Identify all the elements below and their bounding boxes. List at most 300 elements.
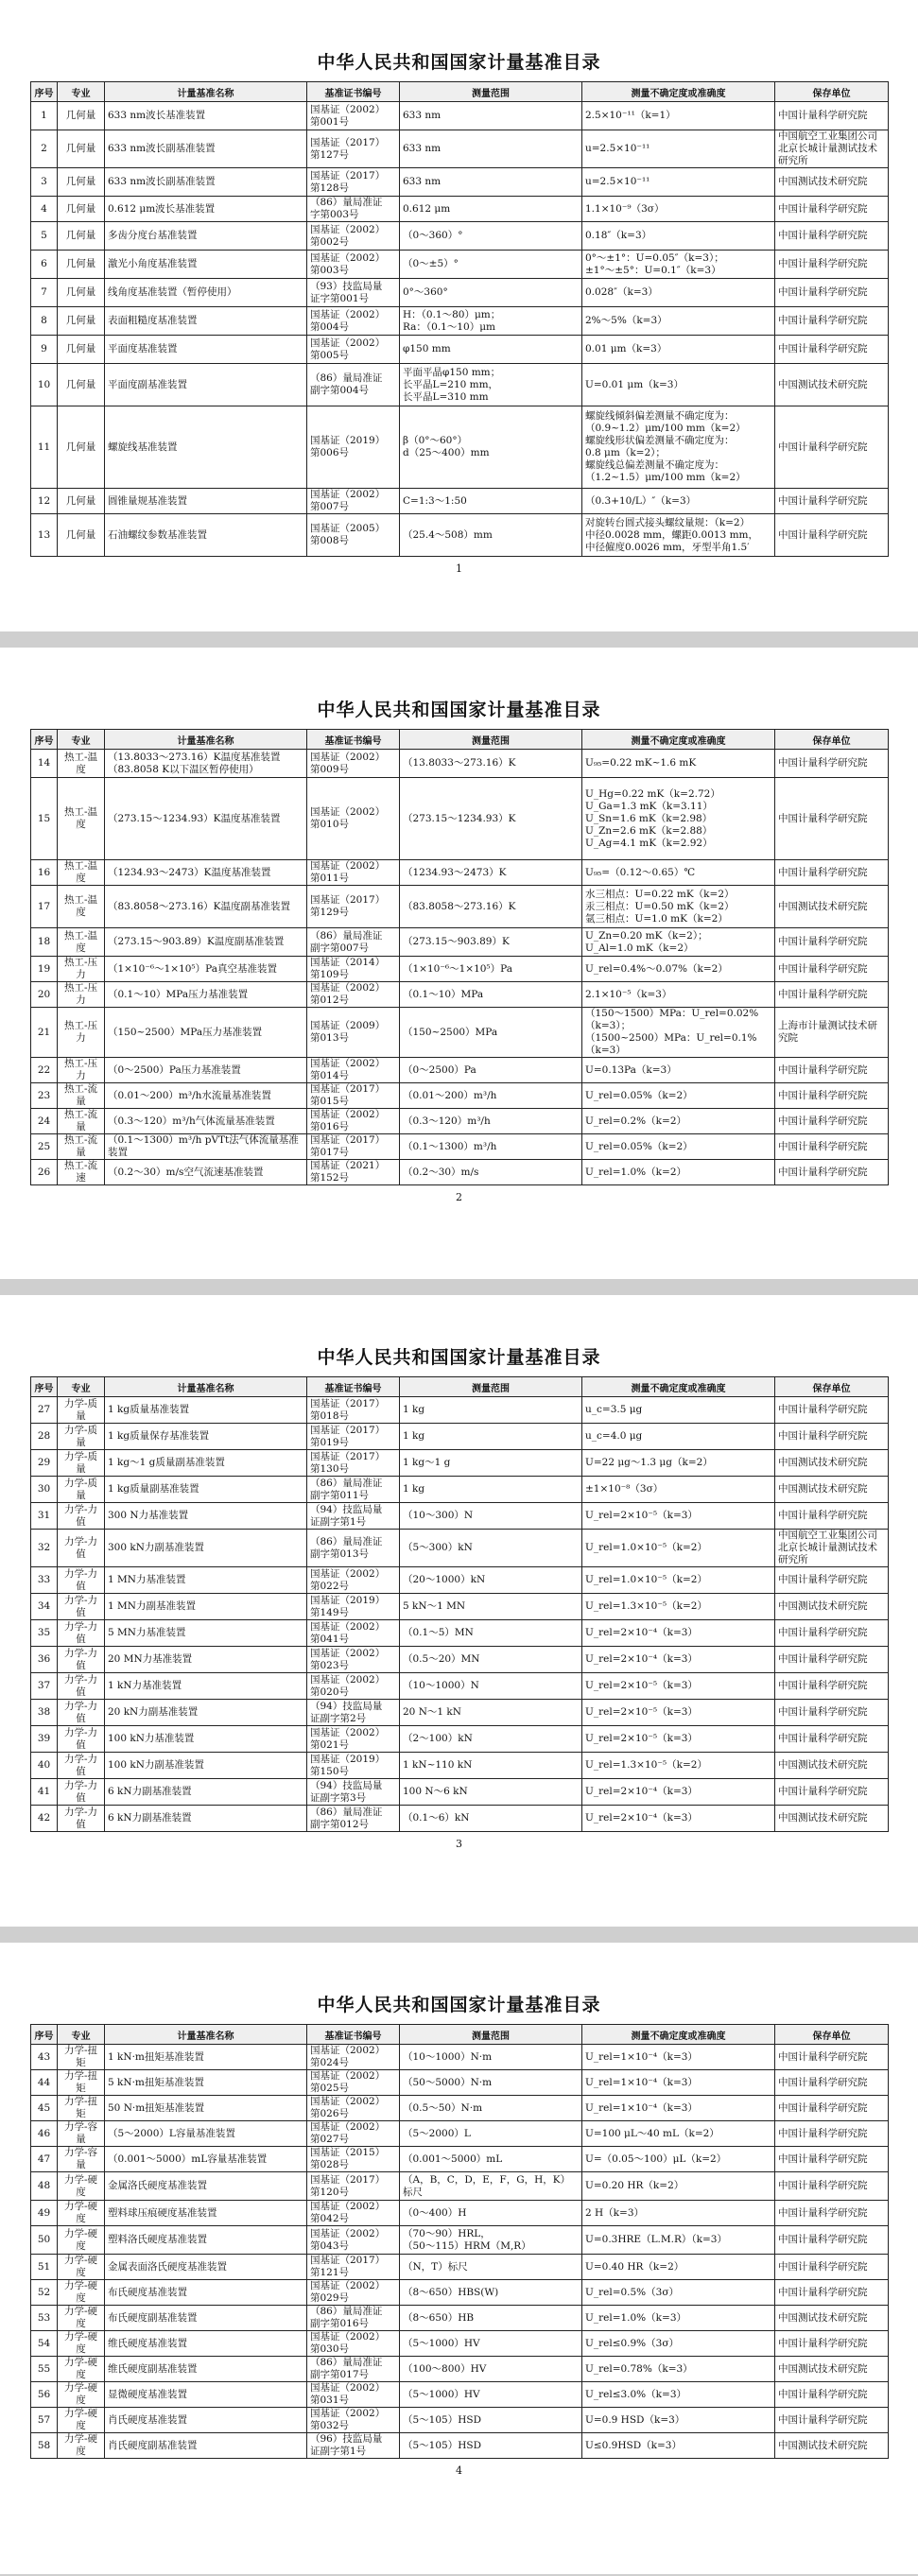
column-header: 序号: [31, 1377, 58, 1397]
cell-no: 53: [31, 2306, 58, 2331]
cell-unit: 中国计量科学研究院: [775, 514, 889, 557]
cell-unc: U_rel=2×10⁻⁴（k=3）: [582, 1806, 775, 1832]
cell-unc: U_rel=1×10⁻⁴（k=3）: [582, 2070, 775, 2096]
cell-name: 1 kN力基准装置: [105, 1673, 307, 1700]
column-header: 计量基准名称: [105, 2025, 307, 2045]
cell-name: （1×10⁻⁶～1×10⁵）Pa真空基准装置: [105, 957, 307, 982]
cell-no: 9: [31, 336, 58, 364]
cell-cert: 国基证（2002） 第004号: [307, 307, 400, 336]
cell-field: 力学-力值: [58, 1530, 105, 1567]
catalog-table: [30, 81, 889, 557]
cell-unc: U_rel=0.05%（k=2）: [582, 1083, 775, 1109]
cell-field: 力学-硬度: [58, 2331, 105, 2357]
cell-name: 塑料球压痕硬度基准装置: [105, 2201, 307, 2226]
cell-range: （N，T）标尺: [400, 2255, 582, 2280]
cell-unc: U=22 μg～1.3 μg（k=2）: [582, 1450, 775, 1477]
cell-no: 51: [31, 2255, 58, 2280]
cell-no: 28: [31, 1424, 58, 1450]
cell-unc: U=100 μL～40 mL（k=2）: [582, 2121, 775, 2147]
cell-no: 39: [31, 1726, 58, 1753]
cell-field: 热工-压力: [58, 1058, 105, 1083]
table-row: [31, 778, 889, 860]
cell-unit: 中国计量科学研究院: [775, 307, 889, 336]
cell-field: 几何量: [58, 406, 105, 489]
cell-no: 47: [31, 2147, 58, 2172]
cell-no: 35: [31, 1620, 58, 1647]
cell-cert: 国基证（2002） 第010号: [307, 778, 400, 860]
cell-unc: U_rel=0.2%（k=2）: [582, 1109, 775, 1134]
cell-unit: 中国计量科学研究院: [775, 251, 889, 279]
cell-cert: 国基证（2002） 第016号: [307, 1109, 400, 1134]
column-header: 基准证书编号: [307, 2025, 400, 2045]
cell-field: 热工-流量: [58, 1083, 105, 1109]
table-row: [31, 1083, 889, 1109]
cell-range: （5～1000）HV: [400, 2382, 582, 2408]
catalog-table: [30, 2024, 889, 2459]
column-header: 测量范围: [400, 1377, 582, 1397]
cell-no: 30: [31, 1477, 58, 1503]
cell-range: 1 kg～1 g: [400, 1450, 582, 1477]
cell-unc: U=0.40 HR（k=2）: [582, 2255, 775, 2280]
cell-unit: 中国计量科学研究院: [775, 1424, 889, 1450]
cell-cert: （86）量局准证 副字第007号: [307, 928, 400, 957]
cell-name: （273.15～903.89）K温度副基准装置: [105, 928, 307, 957]
table-row: [31, 2147, 889, 2172]
cell-name: 1 MN力基准装置: [105, 1567, 307, 1594]
cell-cert: 国基证（2002） 第001号: [307, 102, 400, 130]
table-row: [31, 1008, 889, 1058]
cell-cert: 国基证（2021） 第152号: [307, 1160, 400, 1185]
cell-unc: U_rel=0.4%～0.07%（k=2）: [582, 957, 775, 982]
cell-field: 热工-流量: [58, 1134, 105, 1160]
page-title: 中华人民共和国国家计量基准目录: [317, 1347, 601, 1368]
cell-cert: 国基证（2017） 第129号: [307, 886, 400, 928]
cell-no: 55: [31, 2357, 58, 2382]
cell-cert: 国基证（2002） 第024号: [307, 2045, 400, 2070]
cell-cert: （96）技监局量 证副字第1号: [307, 2433, 400, 2459]
catalog-table: [30, 729, 889, 1185]
cell-no: 18: [31, 928, 58, 957]
cell-unit: 中国测试技术研究院: [775, 1477, 889, 1503]
cell-cert: 国基证（2017） 第121号: [307, 2255, 400, 2280]
cell-name: 5 MN力基准装置: [105, 1620, 307, 1647]
cell-no: 5: [31, 222, 58, 251]
cell-cert: 国基证（2002） 第041号: [307, 1620, 400, 1647]
cell-unit: 中国计量科学研究院: [775, 222, 889, 251]
cell-range: （0～±5）°: [400, 251, 582, 279]
cell-no: 1: [31, 102, 58, 130]
cell-unc: （150～1500）MPa：U_rel=0.02%（k=3）； （1500~2500）MPa：U_rel=0.1%（k=3）: [582, 1008, 775, 1058]
cell-name: 633 nm波长基准装置: [105, 102, 307, 130]
page-number: 4: [456, 2464, 462, 2477]
cell-no: 56: [31, 2382, 58, 2408]
cell-name: （0.01～200）m³/h水流量基准装置: [105, 1083, 307, 1109]
column-header: 计量基准名称: [105, 730, 307, 750]
table-row: [31, 197, 889, 222]
cell-name: 线角度基准装置（暂停使用）: [105, 279, 307, 307]
cell-field: 热工-压力: [58, 957, 105, 982]
cell-unit: 中国计量科学研究院: [775, 2045, 889, 2070]
column-header: 测量范围: [400, 2025, 582, 2045]
cell-name: 300 kN力副基准装置: [105, 1530, 307, 1567]
column-header: 计量基准名称: [105, 1377, 307, 1397]
cell-no: 4: [31, 197, 58, 222]
cell-unit: 中国计量科学研究院: [775, 2096, 889, 2121]
cell-range: （A，B，C，D，E，F，G，H，K）标尺: [400, 2172, 582, 2201]
cell-range: 1 kg: [400, 1477, 582, 1503]
cell-cert: 国基证（2002） 第042号: [307, 2201, 400, 2226]
column-header: 专业: [58, 2025, 105, 2045]
table-row: [31, 251, 889, 279]
cell-name: 6 kN力副基准装置: [105, 1779, 307, 1806]
table-row: [31, 2045, 889, 2070]
cell-cert: 国基证（2002） 第031号: [307, 2382, 400, 2408]
cell-unit: 中国计量科学研究院: [775, 1779, 889, 1806]
cell-no: 19: [31, 957, 58, 982]
cell-cert: 国基证（2017） 第120号: [307, 2172, 400, 2201]
table-row: [31, 1530, 889, 1567]
cell-cert: 国基证（2002） 第027号: [307, 2121, 400, 2147]
cell-field: 热工-温度: [58, 886, 105, 928]
cell-cert: 国基证（2002） 第012号: [307, 982, 400, 1008]
column-header: 测量范围: [400, 82, 582, 102]
table-row: [31, 2226, 889, 2255]
column-header: 测量不确定度或准确度: [582, 730, 775, 750]
table-header-row: [31, 2025, 889, 2045]
cell-unit: 中国计量科学研究院: [775, 1134, 889, 1160]
cell-unit: 中国测试技术研究院: [775, 1806, 889, 1832]
cell-field: 几何量: [58, 489, 105, 514]
table-row: [31, 2306, 889, 2331]
cell-range: （10～1000）N: [400, 1673, 582, 1700]
cell-field: 热工-温度: [58, 928, 105, 957]
cell-unit: 中国计量科学研究院: [775, 1109, 889, 1134]
table-row: [31, 1477, 889, 1503]
cell-cert: （86）量局准证 字第003号: [307, 197, 400, 222]
table-row: [31, 307, 889, 336]
cell-field: 力学-力值: [58, 1647, 105, 1673]
cell-field: 热工-温度: [58, 860, 105, 886]
cell-unc: u_c=3.5 μg: [582, 1397, 775, 1424]
cell-unc: U_rel=1.3×10⁻⁵（k=2）: [582, 1753, 775, 1779]
cell-no: 48: [31, 2172, 58, 2201]
cell-cert: 国基证（2009） 第013号: [307, 1008, 400, 1058]
cell-cert: 国基证（2019） 第150号: [307, 1753, 400, 1779]
cell-range: 1 kN~110 kN: [400, 1753, 582, 1779]
cell-range: （0.2～30）m/s: [400, 1160, 582, 1185]
cell-no: 21: [31, 1008, 58, 1058]
cell-range: 0.612 μm: [400, 197, 582, 222]
cell-field: 几何量: [58, 279, 105, 307]
cell-range: 0°～360°: [400, 279, 582, 307]
cell-no: 27: [31, 1397, 58, 1424]
cell-unit: 中国测试技术研究院: [775, 2306, 889, 2331]
column-header: 计量基准名称: [105, 82, 307, 102]
cell-no: 22: [31, 1058, 58, 1083]
cell-name: 圆锥量规基准装置: [105, 489, 307, 514]
cell-unc: 2.1×10⁻⁵（k=3）: [582, 982, 775, 1008]
cell-range: （25.4～508）mm: [400, 514, 582, 557]
cell-range: （1234.93～2473）K: [400, 860, 582, 886]
cell-unc: 0°～±1°：U=0.05″（k=3）； ±1°～±5°：U=0.1″（k=3）: [582, 251, 775, 279]
table-row: [31, 1620, 889, 1647]
cell-unc: U=0.3HRE（L.M.R）（k=3）: [582, 2226, 775, 2255]
cell-range: （70～90）HRL， （50～115）HRM（M,R）: [400, 2226, 582, 2255]
cell-cert: 国基证（2002） 第025号: [307, 2070, 400, 2096]
cell-name: 激光小角度基准装置: [105, 251, 307, 279]
cell-name: 50 N·m扭矩基准装置: [105, 2096, 307, 2121]
cell-field: 力学-力值: [58, 1806, 105, 1832]
cell-cert: （94）技监局量 证副字第2号: [307, 1700, 400, 1726]
table-row: [31, 514, 889, 557]
column-header: 基准证书编号: [307, 82, 400, 102]
cell-range: （83.8058～273.16）K: [400, 886, 582, 928]
cell-unc: U_rel=2×10⁻⁴（k=3）: [582, 1779, 775, 1806]
cell-field: 力学-容量: [58, 2147, 105, 2172]
table-row: [31, 2331, 889, 2357]
cell-field: 力学-力值: [58, 1779, 105, 1806]
table-row: [31, 2408, 889, 2433]
cell-no: 42: [31, 1806, 58, 1832]
cell-no: 54: [31, 2331, 58, 2357]
cell-range: 633 nm: [400, 102, 582, 130]
cell-unit: 中国计量科学研究院: [775, 2172, 889, 2201]
cell-name: 20 kN力副基准装置: [105, 1700, 307, 1726]
cell-unit: 中国计量科学研究院: [775, 1083, 889, 1109]
cell-unit: 中国计量科学研究院: [775, 197, 889, 222]
cell-name: 100 kN力基准装置: [105, 1726, 307, 1753]
cell-range: （5～300）kN: [400, 1530, 582, 1567]
cell-cert: 国基证（2002） 第005号: [307, 336, 400, 364]
cell-field: 力学-扭矩: [58, 2096, 105, 2121]
cell-unit: 中国计量科学研究院: [775, 2121, 889, 2147]
cell-range: （5～1000）HV: [400, 2331, 582, 2357]
cell-field: 力学-力值: [58, 1594, 105, 1620]
cell-name: 平面度基准装置: [105, 336, 307, 364]
column-header: 保存单位: [775, 2025, 889, 2045]
cell-unc: U₉₅=0.22 mK~1.6 mK: [582, 750, 775, 778]
cell-no: 43: [31, 2045, 58, 2070]
cell-field: 力学-硬度: [58, 2255, 105, 2280]
cell-no: 26: [31, 1160, 58, 1185]
cell-unc: 0.01 μm（k=3）: [582, 336, 775, 364]
table-row: [31, 886, 889, 928]
document-page: [0, 1295, 918, 1927]
cell-no: 20: [31, 982, 58, 1008]
cell-range: （0.1～6）kN: [400, 1806, 582, 1832]
cell-range: （5～2000）L: [400, 2121, 582, 2147]
table-row: [31, 1673, 889, 1700]
cell-cert: （86）量局准证 副字第012号: [307, 1806, 400, 1832]
table-header-row: [31, 82, 889, 102]
cell-cert: 国基证（2002） 第003号: [307, 251, 400, 279]
table-row: [31, 102, 889, 130]
cell-unc: U=0.13Pa（k=3）: [582, 1058, 775, 1083]
cell-unc: U≤0.9HSD（k=3）: [582, 2433, 775, 2459]
cell-name: 平面度副基准装置: [105, 364, 307, 406]
cell-unit: 中国计量科学研究院: [775, 1058, 889, 1083]
column-header: 测量不确定度或准确度: [582, 2025, 775, 2045]
column-header: 基准证书编号: [307, 1377, 400, 1397]
cell-field: 力学-力值: [58, 1753, 105, 1779]
cell-unit: 中国计量科学研究院: [775, 2280, 889, 2306]
cell-unit: 中国计量科学研究院: [775, 102, 889, 130]
cell-unc: 1.1×10⁻⁹（3σ）: [582, 197, 775, 222]
cell-unc: U_Hg=0.22 mK（k=2.72） U_Ga=1.3 mK（k=3.11） U_Sn=1.6 mK（k=2.98） U_Zn=2.6 mK（k=2.88） U_Ag=4.1 mK（k=2.92）: [582, 778, 775, 860]
cell-cert: （94）技监局量 证副字第3号: [307, 1779, 400, 1806]
cell-unit: 中国计量科学研究院: [775, 2070, 889, 2096]
cell-name: （0.1～10）MPa压力基准装置: [105, 982, 307, 1008]
table-row: [31, 1134, 889, 1160]
cell-no: 17: [31, 886, 58, 928]
cell-unit: 中国计量科学研究院: [775, 1620, 889, 1647]
cell-unc: （0.3+10/L）″（k=3）: [582, 489, 775, 514]
cell-name: （5～2000）L容量基准装置: [105, 2121, 307, 2147]
page-title: 中华人民共和国国家计量基准目录: [317, 52, 601, 73]
cell-unc: U=（0.05～100）μL（k=2）: [582, 2147, 775, 2172]
table-row: [31, 130, 889, 168]
cell-name: 表面粗糙度基准装置: [105, 307, 307, 336]
cell-no: 7: [31, 279, 58, 307]
cell-cert: （94）技监局量 证副字第1号: [307, 1503, 400, 1530]
cell-no: 36: [31, 1647, 58, 1673]
table-row: [31, 1594, 889, 1620]
cell-name: 0.612 μm波长基准装置: [105, 197, 307, 222]
cell-field: 力学-质量: [58, 1424, 105, 1450]
cell-range: 633 nm: [400, 130, 582, 168]
cell-field: 力学-硬度: [58, 2357, 105, 2382]
cell-cert: （93）技监局量 证字第001号: [307, 279, 400, 307]
cell-range: 平面平晶φ150 mm； 长平晶L=210 mm， 长平晶L=310 mm: [400, 364, 582, 406]
table-row: [31, 364, 889, 406]
cell-no: 23: [31, 1083, 58, 1109]
table-row: [31, 1424, 889, 1450]
cell-cert: （86）量局准证 副字第011号: [307, 1477, 400, 1503]
cell-unc: 水三相点：U=0.22 mK（k=2） 汞三相点：U=0.50 mK（k=2） 氩三相点：U=1.0 mK（k=2）: [582, 886, 775, 928]
cell-unit: 中国测试技术研究院: [775, 2433, 889, 2459]
cell-name: 肖氏硬度基准装置: [105, 2408, 307, 2433]
table-row: [31, 2096, 889, 2121]
cell-unc: U_rel=1×10⁻⁴（k=3）: [582, 2096, 775, 2121]
cell-no: 3: [31, 168, 58, 197]
cell-no: 46: [31, 2121, 58, 2147]
table-row: [31, 222, 889, 251]
cell-cert: （86）量局准证 副字第017号: [307, 2357, 400, 2382]
cell-name: 633 nm波长副基准装置: [105, 130, 307, 168]
cell-name: （0.1～1300）m³/h pVTt法气体流量基准装置: [105, 1134, 307, 1160]
cell-unit: 中国计量科学研究院: [775, 778, 889, 860]
cell-field: 热工-压力: [58, 1008, 105, 1058]
cell-no: 15: [31, 778, 58, 860]
cell-cert: 国基证（2002） 第023号: [307, 1647, 400, 1673]
cell-unit: 中国计量科学研究院: [775, 982, 889, 1008]
table-row: [31, 1058, 889, 1083]
cell-name: 1 kN·m扭矩基准装置: [105, 2045, 307, 2070]
cell-no: 49: [31, 2201, 58, 2226]
cell-unit: 中国计量科学研究院: [775, 1567, 889, 1594]
page-number: 2: [456, 1191, 462, 1203]
table-row: [31, 982, 889, 1008]
cell-name: 1 MN力副基准装置: [105, 1594, 307, 1620]
cell-range: （0.1～5）MN: [400, 1620, 582, 1647]
cell-unit: 中国计量科学研究院: [775, 279, 889, 307]
table-row: [31, 1109, 889, 1134]
cell-range: （8～650）HBS(W): [400, 2280, 582, 2306]
cell-name: （83.8058～273.16）K温度副基准装置: [105, 886, 307, 928]
cell-name: （0.2～30）m/s空气流速基准装置: [105, 1160, 307, 1185]
table-row: [31, 1700, 889, 1726]
cell-name: 6 kN力副基准装置: [105, 1806, 307, 1832]
cell-field: 力学-硬度: [58, 2172, 105, 2201]
cell-unit: 中国计量科学研究院: [775, 2147, 889, 2172]
cell-range: β（0°～60°） d（25～400）mm: [400, 406, 582, 489]
cell-name: 金属洛氏硬度基准装置: [105, 2172, 307, 2201]
cell-name: 塑料洛氏硬度基准装置: [105, 2226, 307, 2255]
cell-unc: U=0.9 HSD（k=3）: [582, 2408, 775, 2433]
cell-field: 几何量: [58, 130, 105, 168]
table-row: [31, 1647, 889, 1673]
table-row: [31, 279, 889, 307]
cell-cert: 国基证（2002） 第020号: [307, 1673, 400, 1700]
column-header: 专业: [58, 82, 105, 102]
cell-field: 力学-质量: [58, 1450, 105, 1477]
cell-range: （5～105）HSD: [400, 2408, 582, 2433]
table-row: [31, 928, 889, 957]
cell-range: 1 kg: [400, 1424, 582, 1450]
cell-name: 1 kg质量保存基准装置: [105, 1424, 307, 1450]
cell-unit: 中国测试技术研究院: [775, 1594, 889, 1620]
cell-no: 32: [31, 1530, 58, 1567]
cell-unc: U_rel=0.05%（k=2）: [582, 1134, 775, 1160]
table-row: [31, 750, 889, 778]
table-row: [31, 860, 889, 886]
cell-name: （0～2500）Pa压力基准装置: [105, 1058, 307, 1083]
cell-unc: 对旋转台圆式接头螺纹量规：（k=2） 中径0.0028 mm，螺距0.0013 mm， 中径僱度0.0026 mm，牙型半角1.5′: [582, 514, 775, 557]
cell-range: （0～400）H: [400, 2201, 582, 2226]
cell-no: 29: [31, 1450, 58, 1477]
cell-field: 力学-质量: [58, 1477, 105, 1503]
cell-range: （0.1～10）MPa: [400, 982, 582, 1008]
cell-unc: 螺旋线倾斜偏差测量不确定度为： （0.9~1.2）μm/100 mm（k=2） 螺旋线形状偏差测量不确定度为： 0.8 μm（k=2）； 螺旋线总偏差测量不确定度为： （1.2~1.5）μm/100 mm（k=2）: [582, 406, 775, 489]
cell-no: 31: [31, 1503, 58, 1530]
table-row: [31, 2280, 889, 2306]
cell-field: 几何量: [58, 336, 105, 364]
cell-unc: u=2.5×10⁻¹¹: [582, 130, 775, 168]
cell-range: （0～2500）Pa: [400, 1058, 582, 1083]
cell-cert: 国基证（2002） 第014号: [307, 1058, 400, 1083]
cell-range: （0.01～200）m³/h: [400, 1083, 582, 1109]
cell-name: 布氏硬度基准装置: [105, 2280, 307, 2306]
cell-unc: U_rel≤0.9%（3σ）: [582, 2331, 775, 2357]
cell-unit: 中国测试技术研究院: [775, 168, 889, 197]
cell-range: （13.8033～273.16）K: [400, 750, 582, 778]
cell-unit: 中国计量科学研究院: [775, 1726, 889, 1753]
cell-unit: 中国计量科学研究院: [775, 2408, 889, 2433]
cell-name: 石油螺纹参数基准装置: [105, 514, 307, 557]
cell-unc: U_rel=2×10⁻⁵（k=3）: [582, 1700, 775, 1726]
cell-field: 力学-硬度: [58, 2201, 105, 2226]
cell-unit: 中国计量科学研究院: [775, 860, 889, 886]
cell-no: 24: [31, 1109, 58, 1134]
cell-unc: 0.18″（k=3）: [582, 222, 775, 251]
column-header: 保存单位: [775, 1377, 889, 1397]
column-header: 保存单位: [775, 730, 889, 750]
column-header: 序号: [31, 730, 58, 750]
cell-unit: 中国计量科学研究院: [775, 489, 889, 514]
cell-cert: 国基证（2017） 第019号: [307, 1424, 400, 1450]
table-row: [31, 1160, 889, 1185]
cell-range: （0.3～120）m³/h: [400, 1109, 582, 1134]
